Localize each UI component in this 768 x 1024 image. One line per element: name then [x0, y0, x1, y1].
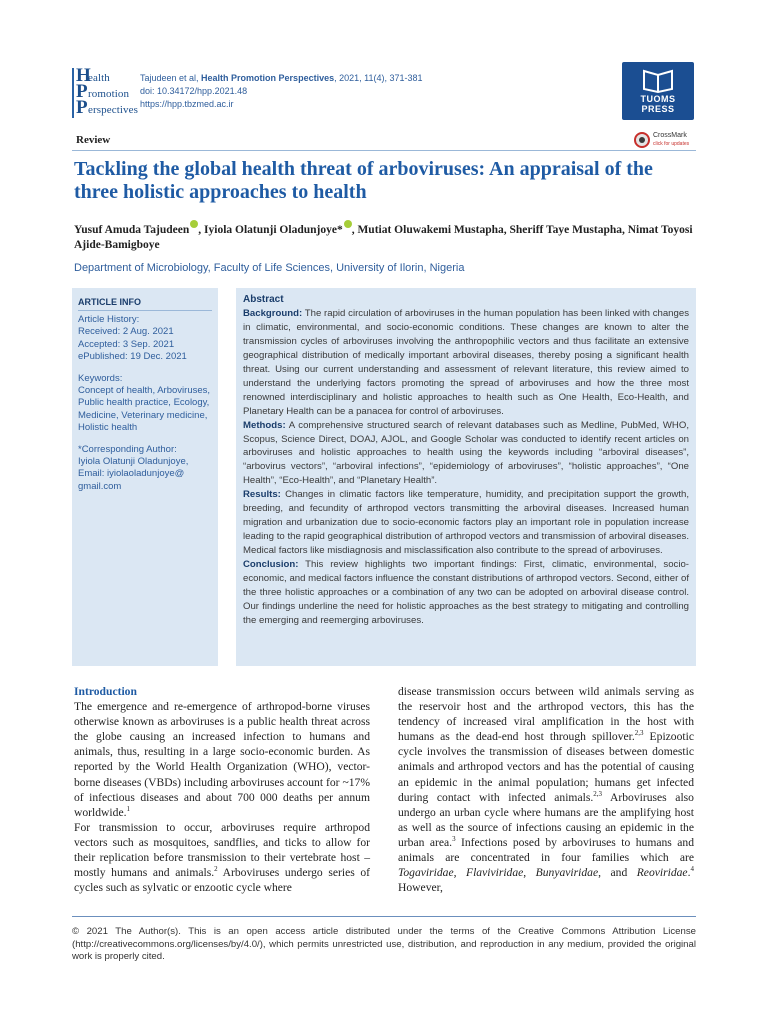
press-line2: PRESS [641, 104, 675, 114]
body-paragraph [398, 684, 694, 895]
paragraph-text: Epizootic cycle involves the transmission of diseases between domestic animals and arthropod vectors and has the potential of causing an epidemic in the animal population; humans get infected during contact with infected animals. [398, 730, 694, 804]
reference-link[interactable]: 3 [452, 835, 456, 844]
paragraph-text: The emergence and re-emergence of arthropod-borne viruses otherwise known as arboviruses is a public health threat across the globe causing an increased infection to humans and animals, thus, resulting in a large socio-economic burden. As reported by the World Health Organization (WHO), vector-borne diseases (VBDs) including arboviruses account for ~17% of infectious diseases and about 700 000 deaths per annum worldwide. [74, 700, 370, 819]
author-others: , Mutiat Oluwakemi Mustapha, Sheriff Taye Mustapha, Nimat Toyosi Ajide-Bamigboye [74, 223, 693, 251]
conclusion-label: Conclusion: [243, 559, 299, 571]
separator: . [687, 866, 691, 880]
abstract-results [243, 488, 689, 558]
keywords-list: Concept of health, Arboviruses, Public health practice, Ecology, Medicine, Veterinary medicine, Holistic health [78, 385, 211, 433]
press-logo [622, 62, 694, 120]
separator: , and [598, 866, 637, 880]
logo-p2-rest: erspectives [88, 104, 138, 116]
abstract-methods [243, 419, 689, 489]
affiliation: Department of Microbiology, Faculty of Life Sciences, University of Ilorin, Nigeria [74, 262, 465, 274]
paragraph-text: Infections posed by arboviruses to humans and animals are concentrated in four families which are [398, 835, 695, 865]
article-title: Tackling the global health threat of arboviruses: An appraisal of the three holistic approaches to health [74, 158, 653, 203]
journal-logo [72, 65, 138, 118]
book-icon [642, 67, 674, 93]
keywords-label: Keywords: [78, 373, 123, 385]
doi-link[interactable]: doi: 10.34172/hpp.2021.48 [140, 86, 248, 96]
reference-link[interactable]: 1 [126, 804, 130, 813]
article-type-label: Review [76, 134, 111, 146]
history-label: Article History: [78, 314, 140, 326]
body-paragraph [74, 699, 370, 820]
corresponding-author [78, 444, 212, 493]
accepted-date: Accepted: 3 Sep. 2021 [78, 338, 175, 350]
corresponding-label: *Corresponding Author: [78, 444, 177, 456]
logo-p2-cap: P [76, 97, 88, 118]
reference-link[interactable]: 4 [690, 865, 694, 874]
author-separator: , [198, 223, 205, 236]
article-info-heading: ARTICLE INFO [78, 296, 212, 311]
keywords-block [78, 373, 212, 434]
corresponding-email[interactable]: Email: iyiolaoladunjoye@ gmail.com [78, 468, 185, 492]
author-2: Iyiola Olatunji Oladunjoye [204, 223, 337, 236]
abstract-background [243, 307, 689, 419]
results-text: Changes in climatic factors like temperature, humidity, and precipitation support the growth, breeding, and fecundity of arthropod vectors transmitting the arboviral diseases. Increased human migration and urbanization due to socio-economic factors play an important role in population increase leading to the rapid geographical distribution of arthropod vectors and transmission of arboviral diseases. Medical factors like misdiagnosis and misclassification also contribute to the spread of arboviruses. [243, 489, 689, 557]
paragraph-text: Arboviruses undergo series of cycles such as sylvatic or enzootic cycle where [74, 866, 370, 895]
results-label: Results: [243, 489, 281, 501]
epublished-date: ePublished: 19 Dec. 2021 [78, 350, 187, 362]
received-date: Received: 2 Aug. 2021 [78, 326, 174, 338]
corresponding-name: Iyiola Olatunji Oladunjoye, [78, 456, 189, 468]
author-list [74, 220, 698, 253]
logo-p-cap: P [76, 81, 88, 102]
paragraph-text: Arboviruses also undergo an urban cycle where humans are the amplifying host as well as the source of infections causing an epidemic in the urban area. [398, 790, 694, 849]
citation-authors: Tajudeen et al, [140, 73, 202, 83]
crossmark-badge[interactable] [634, 130, 694, 150]
journal-url-link[interactable]: https://hpp.tbzmed.ac.ir [140, 99, 234, 109]
corresponding-mark: * [336, 223, 343, 236]
logo-p-rest: romotion [88, 88, 130, 100]
logo-bar [72, 68, 74, 118]
abstract-conclusion [243, 558, 689, 628]
logo-h-cap: H [76, 65, 91, 86]
license-footer: © 2021 The Author(s). This is an open access article distributed under the terms of the Creative Commons Attribution License (http://creativecommons.org/licenses/by/4.0/), which permits unrestricted use, distribution, and reproduction in any medium, provided the original work is properly cited. [72, 926, 696, 962]
body-paragraph [74, 820, 370, 895]
footer-divider [72, 916, 696, 917]
abstract-heading: Abstract [243, 294, 284, 305]
press-line1: TUOMS [640, 94, 676, 104]
citation [140, 72, 423, 111]
methods-text: A comprehensive structured search of relevant databases such as Medline, PubMed, WHO, Scopus, Science Direct, DOAJ, AJOL, and Google Scholar was conducted to identify recent articles on arboviruses and holistic approaches to health using the keywords including “arboviral diseases”, “arbovirus vectors”, “arboviral infections”, “epidemiology of arboviruses”, “holistic approaches”, “One Health”, “Eco-Health”, and “Planetary Health”. [243, 419, 689, 487]
citation-journal: Health Promotion Perspectives [201, 73, 335, 83]
separator: , [523, 866, 536, 880]
crossmark-icon [634, 132, 650, 148]
header-divider [72, 150, 696, 151]
crossmark-sub: click for updates [653, 141, 690, 147]
body-column-left [74, 684, 370, 895]
virus-family-name: Flaviviridae [465, 866, 524, 880]
crossmark-label: CrossMark [653, 132, 687, 139]
virus-family-name: Reoviridae [636, 866, 688, 880]
logo-h-rest: ealth [88, 72, 110, 84]
paragraph-text: However, [398, 881, 443, 895]
virus-family-name: Bunyaviridae [535, 866, 599, 880]
article-history [78, 314, 212, 363]
paragraph-text: disease transmission occurs between wild animals serving as the reservoir host and the arthropod vectors, this has the tendency of increased viral amplification in the host with humans as the dead-end host through spillover. [398, 685, 694, 744]
background-text: The rapid circulation of arboviruses in the human population has been linked with changes in climatic, environmental, and socio-economic conditions. These changes are known to alter the transmission cycles of arboviruses involving the anthropophilic vectors and thus facilitate an extensive geographical distribution of medically important arboviral diseases, thereby posing a significant health threat. Using our current understanding and assessment of relevant literature, this review aimed to understand the underlying factors promoting the spread of arboviruses and how the three most renowned interdisciplinary and holistic approaches to health such as One Health, Eco-Health, and Planetary Health can be a panacea for control of arboviruses. [243, 307, 689, 417]
introduction-heading: Introduction [74, 685, 137, 698]
reference-link[interactable]: 2,3 [593, 789, 602, 798]
methods-label: Methods: [243, 419, 286, 431]
paragraph-text: For transmission to occur, arboviruses require arthropod vectors such as mosquitoes, sandflies, and ticks to allow for their replication before transmission to their vertebrate host – mostly humans and animals. [74, 820, 370, 880]
orcid-icon[interactable] [344, 220, 352, 228]
reference-link[interactable]: 2 [214, 865, 218, 874]
body-column-right [398, 684, 694, 895]
citation-details: , 2021, 11(4), 371-381 [334, 73, 423, 83]
article-info-panel [72, 288, 218, 666]
virus-family-name: Togaviridae, [398, 866, 457, 880]
abstract-panel [236, 288, 696, 666]
reference-link[interactable]: 2,3 [634, 729, 644, 738]
conclusion-text: This review highlights two important findings: First, climatic, environmental, socio-economic, and medical factors influence the constant distributions of arthropod vectors. Second, either of the three holistic approaches or a combination of any two can be adopted on arboviral disease control. Our findings underline the need for holistic approaches as the best strategy to mitigating and controlling the emerging and reemerging arboviruses. [243, 559, 689, 626]
background-label: Background: [243, 307, 303, 319]
author-1: Yusuf Amuda Tajudeen [74, 223, 190, 236]
